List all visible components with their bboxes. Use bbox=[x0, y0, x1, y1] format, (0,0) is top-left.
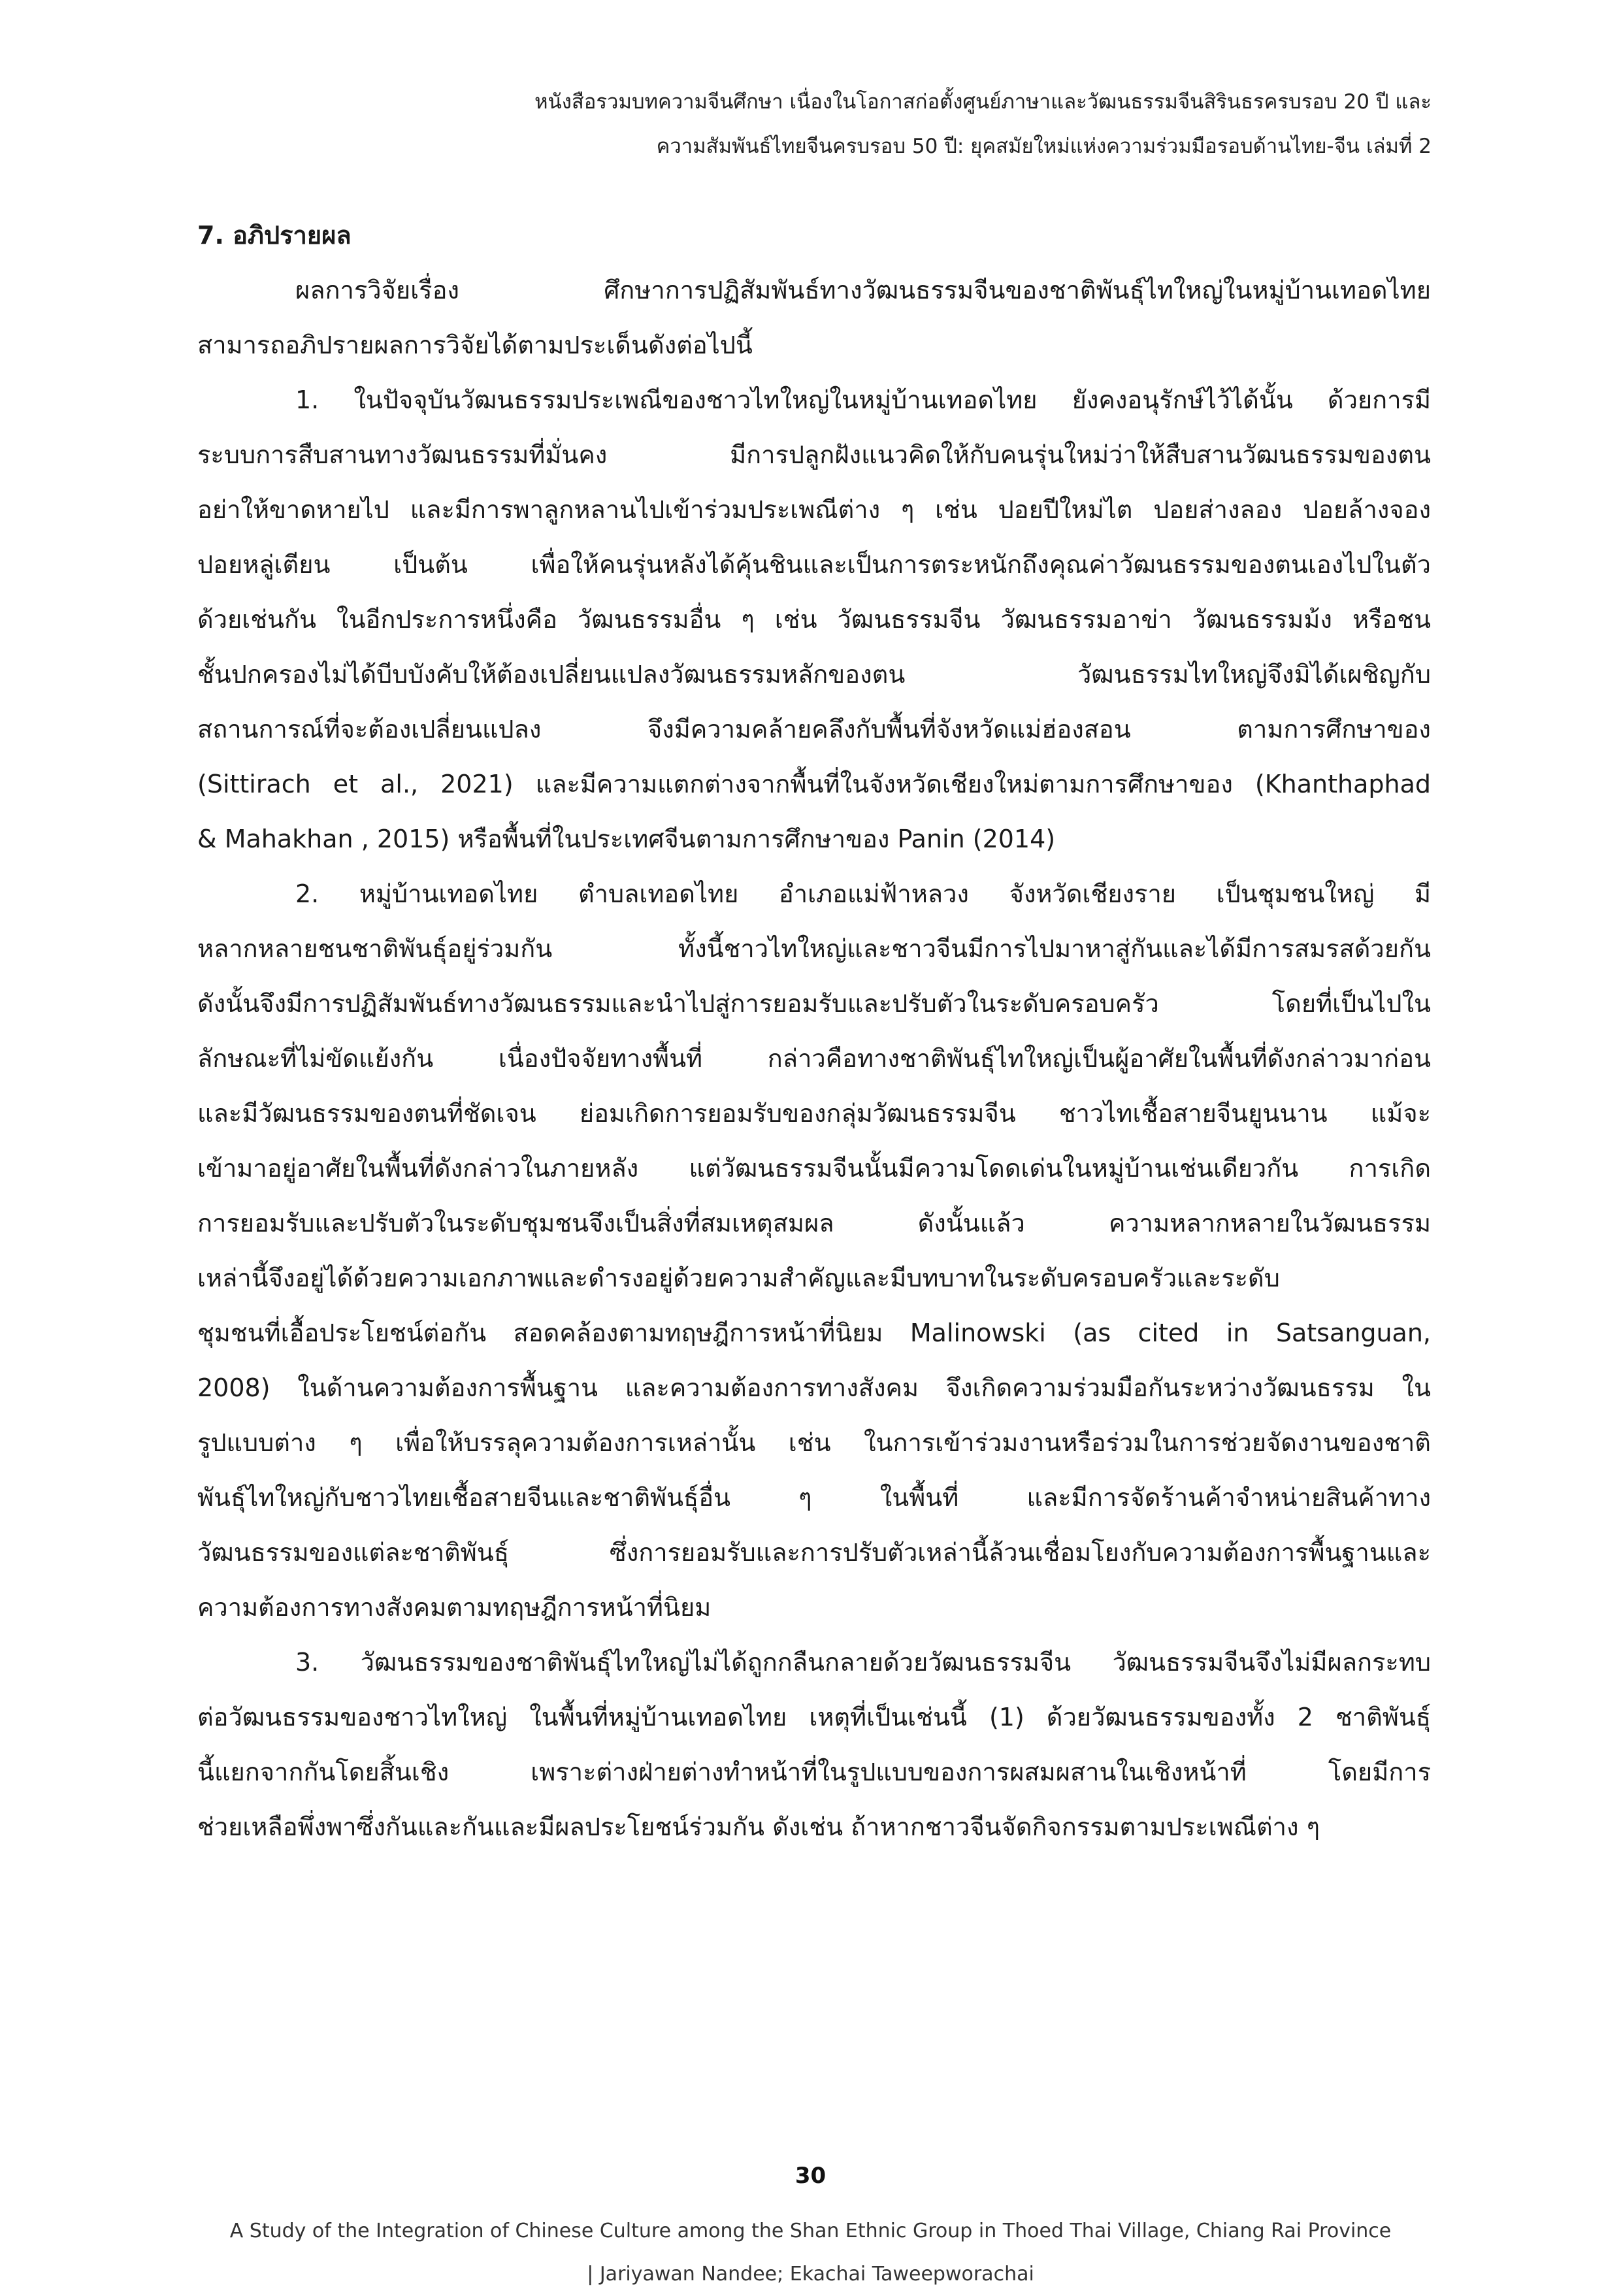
text-line: พันธุ์ไทใหญ่กับชาวไทยเชื้อสายจีนและชาติพันธุ์อื่น ๆ ในพื้นที่ และมีการจัดร้านค้าจำหน่ายสินค้าทาง bbox=[197, 1483, 1431, 1512]
footer-authors: | Jariyawan Nandee; Ekachai Taweepworachai bbox=[587, 2263, 1034, 2286]
text-line: การยอมรับและปรับตัวในระดับชุมชนจึงเป็นสิ่งที่สมเหตุสมผล ดังนั้นแล้ว ความหลากหลายในวัฒนธรรม bbox=[197, 1209, 1431, 1238]
text-line: และมีวัฒนธรรมของตนที่ชัดเจน ย่อมเกิดการยอมรับของกลุ่มวัฒนธรรมจีน ชาวไทเชื้อสายจีนยูนนาน แม้จะ bbox=[197, 1099, 1431, 1128]
text-line: ปอยหลู่เตียน เป็นต้น เพื่อให้คนรุ่นหลังได้คุ้นชินและเป็นการตระหนักถึงคุณค่าวัฒนธรรมของตนเองไปในตัว bbox=[197, 550, 1431, 579]
text-line: 3. วัฒนธรรมของชาติพันธุ์ไทใหญ่ไม่ได้ถูกกลืนกลายด้วยวัฒนธรรมจีน วัฒนธรรมจีนจึงไม่มีผลกระทบ bbox=[295, 1648, 1431, 1677]
text-line: ช่วยเหลือพึ่งพาซึ่งกันและกันและมีผลประโยชน์ร่วมกัน ดังเช่น ถ้าหากชาวจีนจัดกิจกรรมตามประเพณีต่าง ๆ bbox=[197, 1812, 1320, 1841]
section-heading: 7. อภิปรายผล bbox=[197, 221, 352, 250]
footer-title: A Study of the Integration of Chinese Culture among the Shan Ethnic Group in Thoed Thai Village, Chiang Rai Province bbox=[229, 2220, 1392, 2242]
running-header-line-1: หนังสือรวมบทความจีนศึกษา เนื่องในโอกาสก่อตั้งศูนย์ภาษาและวัฒนธรรมจีนสิรินธรครบรอบ 20 ปี และ bbox=[534, 90, 1432, 114]
text-line: อย่าให้ขาดหายไป และมีการพาลูกหลานไปเข้าร่วมประเพณีต่าง ๆ เช่น ปอยปีใหม่ไต ปอยส่างลอง ปอยล้างจอง bbox=[197, 495, 1431, 524]
text-line: ชั้นปกครองไม่ได้บีบบังคับให้ต้องเปลี่ยนแปลงวัฒนธรรมหลักของตน วัฒนธรรมไทใหญ่จึงมิได้เผชิญกับ bbox=[197, 660, 1431, 689]
text-line: เข้ามาอยู่อาศัยในพื้นที่ดังกล่าวในภายหลัง แต่วัฒนธรรมจีนนั้นมีความโดดเด่นในหมู่บ้านเช่นเดียวกัน การเกิด bbox=[197, 1154, 1431, 1183]
text-line: ต่อวัฒนธรรมของชาวไทใหญ่ ในพื้นที่หมู่บ้านเทอดไทย เหตุที่เป็นเช่นนี้ (1) ด้วยวัฒนธรรมของทั้ง 2 ชาติพันธุ์ bbox=[197, 1703, 1431, 1731]
text-line: ลักษณะที่ไม่ขัดแย้งกัน เนื่องปัจจัยทางพื้นที่ กล่าวคือทางชาติพันธุ์ไทใหญ่เป็นผู้อาศัยในพื้นที่ดังกล่าวมาก่อน bbox=[197, 1044, 1431, 1073]
text-line: & Mahakhan , 2015) หรือพื้นที่ในประเทศจีนตามการศึกษาของ Panin (2014) bbox=[197, 825, 1056, 853]
body-text bbox=[197, 263, 1431, 1854]
text-line: 2008) ในด้านความต้องการพื้นฐาน และความต้องการทางสังคม จึงเกิดความร่วมมือกันระหว่างวัฒนธรรม ใน bbox=[197, 1373, 1431, 1402]
page-number: 30 bbox=[794, 2163, 827, 2189]
text-line: สามารถอภิปรายผลการวิจัยได้ตามประเด็นดังต่อไปนี้ bbox=[197, 331, 753, 359]
main-content bbox=[197, 208, 1431, 1854]
running-header-line-2: ความสัมพันธ์ไทยจีนครบรอบ 50 ปี: ยุคสมัยใหม่แห่งความร่วมมือรอบด้านไทย-จีน เล่มที่ 2 bbox=[656, 135, 1432, 158]
paragraph bbox=[197, 1635, 1431, 1854]
text-line: ด้วยเช่นกัน ในอีกประการหนึ่งคือ วัฒนธรรมอื่น ๆ เช่น วัฒนธรรมจีน วัฒนธรรมอาข่า วัฒนธรรมม้ง หรือชน bbox=[197, 605, 1431, 634]
text-line: นี้แยกจากกันโดยสิ้นเชิง เพราะต่างฝ่ายต่างทำหน้าที่ในรูปแบบของการผสมผสานในเชิงหน้าที่ โดยมีการ bbox=[197, 1758, 1431, 1786]
text-line: ความต้องการทางสังคมตามทฤษฎีการหน้าที่นิยม bbox=[197, 1593, 712, 1622]
text-line: ชุมชนที่เอื้อประโยชน์ต่อกัน สอดคล้องตามทฤษฎีการหน้าที่นิยม Malinowski (as cited in Satsanguan, bbox=[197, 1319, 1431, 1347]
paragraph bbox=[197, 263, 1431, 372]
text-line: ผลการวิจัยเรื่อง ศึกษาการปฏิสัมพันธ์ทางวัฒนธรรมจีนของชาติพันธุ์ไทใหญ่ในหมู่บ้านเทอดไทย bbox=[295, 276, 1431, 304]
text-line: 1. ในปัจจุบันวัฒนธรรมประเพณีของชาวไทใหญ่ในหมู่บ้านเทอดไทย ยังคงอนุรักษ์ไว้ได้นั้น ด้วยการมี bbox=[295, 385, 1431, 414]
text-line: 2. หมู่บ้านเทอดไทย ตำบลเทอดไทย อำเภอแม่ฟ้าหลวง จังหวัดเชียงราย เป็นชุมชนใหญ่ มี bbox=[295, 879, 1431, 908]
text-line: หลากหลายชนชาติพันธุ์อยู่ร่วมกัน ทั้งนี้ชาวไทใหญ่และชาวจีนมีการไปมาหาสู่กันและได้มีการสมรสด้วยกัน bbox=[197, 934, 1431, 963]
running-header bbox=[190, 80, 1432, 169]
running-footer bbox=[0, 2210, 1621, 2296]
text-line: ระบบการสืบสานทางวัฒนธรรมที่มั่นคง มีการปลูกฝังแนวคิดให้กับคนรุ่นใหม่ว่าให้สืบสานวัฒนธรรมของตน bbox=[197, 440, 1431, 469]
text-line: สถานการณ์ที่จะต้องเปลี่ยนแปลง จึงมีความคล้ายคลึงกับพื้นที่จังหวัดแม่ฮ่องสอน ตามการศึกษาของ bbox=[197, 715, 1431, 744]
text-line: วัฒนธรรมของแต่ละชาติพันธุ์ ซึ่งการยอมรับและการปรับตัวเหล่านี้ล้วนเชื่อมโยงกับความต้องการพื้นฐานและ bbox=[197, 1538, 1431, 1567]
text-line: ดังนั้นจึงมีการปฏิสัมพันธ์ทางวัฒนธรรมและนำไปสู่การยอมรับและปรับตัวในระดับครอบครัว โดยที่เป็นไปใน bbox=[197, 989, 1431, 1018]
paragraph bbox=[197, 866, 1431, 1635]
paragraph bbox=[197, 372, 1431, 866]
text-line: รูปแบบต่าง ๆ เพื่อให้บรรลุความต้องการเหล่านั้น เช่น ในการเข้าร่วมงานหรือร่วมในการช่วยจัดงานของชาติ bbox=[197, 1428, 1431, 1457]
text-line: เหล่านี้จึงอยู่ได้ด้วยความเอกภาพและดำรงอยู่ด้วยความสำคัญและมีบทบาทในระดับครอบครัวและระดับ bbox=[197, 1264, 1280, 1292]
text-line: (Sittirach et al., 2021) และมีความแตกต่างจากพื้นที่ในจังหวัดเชียงใหม่ตามการศึกษาของ (Khanthaphad bbox=[197, 770, 1431, 798]
